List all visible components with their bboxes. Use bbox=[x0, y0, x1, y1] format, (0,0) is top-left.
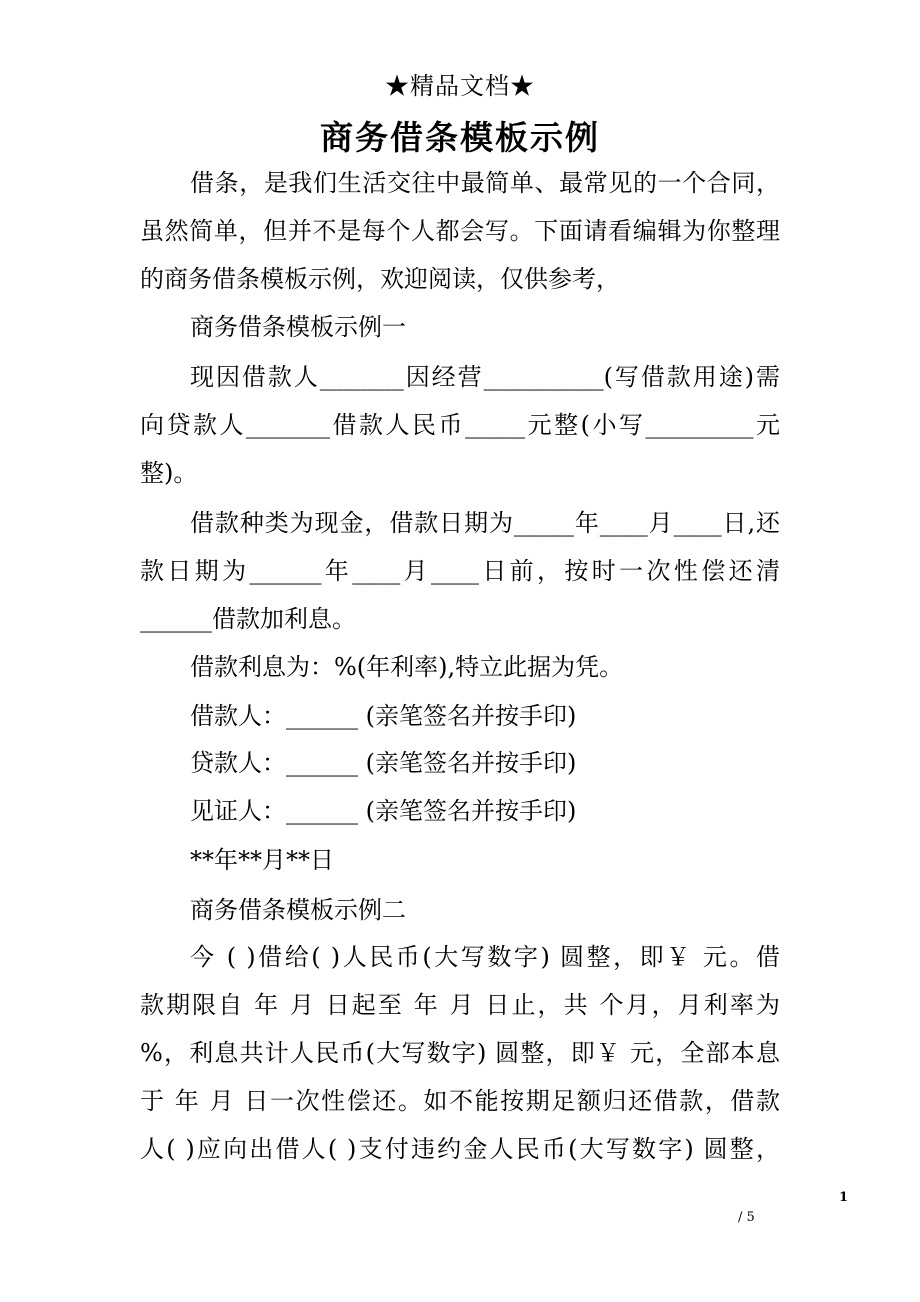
section-heading-2: 商务借条模板示例二 bbox=[190, 896, 406, 924]
paragraph-line: 虽然简单，但并不是每个人都会写。下面请看编辑为你整理 bbox=[140, 217, 780, 245]
interest-line: 借款利息为：%(年利率),特立此据为凭。 bbox=[190, 653, 624, 681]
paragraph-line: 的商务借条模板示例，欢迎阅读，仅供参考， bbox=[140, 265, 620, 293]
paragraph-line: 向贷款人_______借款人民币_____元整(小写_________元 bbox=[140, 411, 780, 439]
document-title: 商务借条模板示例 bbox=[320, 118, 600, 157]
paragraph-line: %，利息共计人民币(大写数字) 圆整，即￥ 元，全部本息 bbox=[140, 1039, 780, 1067]
page-total: / 5 bbox=[738, 1210, 755, 1225]
section-heading-1: 商务借条模板示例一 bbox=[190, 313, 406, 341]
paragraph-line: 款期限自 年 月 日起至 年 月 日止，共 个月，月利率为 bbox=[140, 991, 780, 1019]
paragraph-line: 整)。 bbox=[140, 459, 198, 487]
paragraph-line: 今 ( )借给( )人民币(大写数字) 圆整，即￥ 元。借 bbox=[190, 943, 780, 971]
page-number: 1 bbox=[839, 1190, 849, 1205]
paragraph-line: 人( )应向出借人( )支付违约金人民币(大写数字) 圆整， bbox=[140, 1135, 780, 1163]
paragraph-line: ______借款加利息。 bbox=[140, 605, 356, 633]
witness-signature-line: 见证人：______ (亲笔签名并按手印) bbox=[190, 797, 577, 825]
borrower-signature-line: 借款人：______ (亲笔签名并按手印) bbox=[190, 702, 577, 730]
paragraph-line: 借款种类为现金，借款日期为_____年____月____日,还 bbox=[190, 509, 780, 537]
paragraph-line: 借条，是我们生活交往中最简单、最常见的一个合同， bbox=[190, 169, 780, 197]
premium-doc-banner: ★精品文档★ bbox=[385, 72, 535, 100]
paragraph-line: 于 年 月 日一次性偿还。如不能按期足额归还借款，借款 bbox=[140, 1087, 780, 1115]
date-line: **年**月**日 bbox=[190, 846, 334, 874]
paragraph-line: 款日期为______年____月____日前，按时一次性偿还清 bbox=[140, 557, 780, 585]
paragraph-line: 现因借款人_______因经营__________(写借款用途)需 bbox=[190, 363, 780, 391]
lender-signature-line: 贷款人：______ (亲笔签名并按手印) bbox=[190, 749, 577, 777]
